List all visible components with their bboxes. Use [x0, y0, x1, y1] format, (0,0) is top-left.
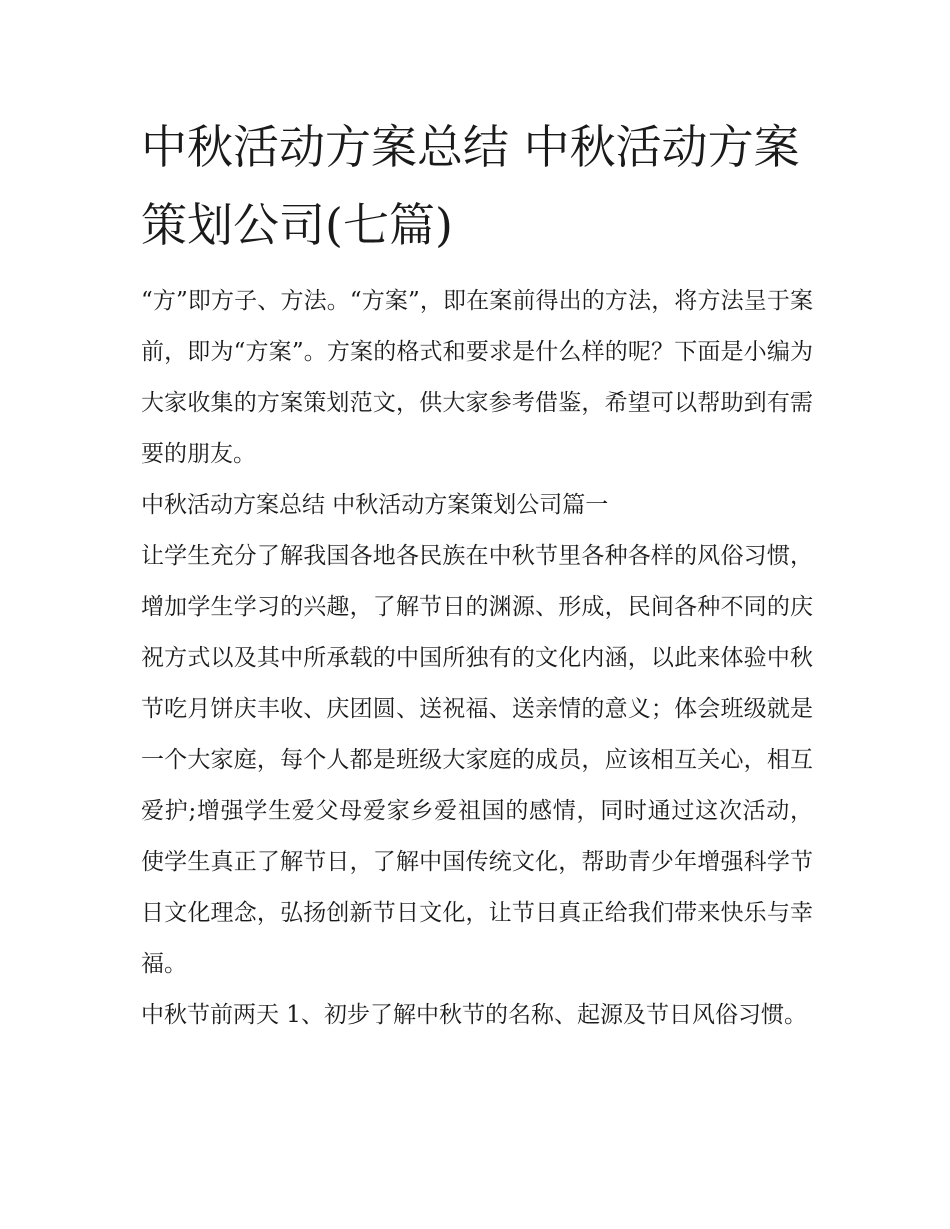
step-paragraph: 中秋节前两天 1、初步了解中秋节的名称、起源及节日风俗习惯。: [141, 1002, 807, 1028]
document-page: [141, 108, 813, 1041]
section-heading: 中秋活动方案总结 中秋活动方案策划公司篇一: [141, 492, 609, 518]
intro-paragraph: “方”即方子、方法。“方案”，即在案前得出的方法，将方法呈于案前，即为“方案”。方案的格式和要求是什么样的呢？下面是小编为大家收集的方案策划范文，供大家参考借鉴，希望可以帮助到有需要的朋友。: [141, 288, 813, 467]
body-paragraph: 让学生充分了解我国各地各民族在中秋节里各种各样的风俗习惯，增加学生学习的兴趣，了解节日的渊源、形成，民间各种不同的庆祝方式以及其中所承载的中国所独有的文化内涵，以此来体验中秋节吃月饼庆丰收、庆团圆、送祝福、送亲情的意义；体会班级就是一个大家庭，每个人都是班级大家庭的成员，应该相互关心，相互爱护;增强学生爱父母爱家乡爱祖国的感情，同时通过这次活动，使学生真正了解节日，了解中国传统文化，帮助青少年增强科学节日文化理念，弘扬创新节日文化，让节日真正给我们带来快乐与幸福。: [141, 543, 813, 977]
document-title: 中秋活动方案总结 中秋活动方案策划公司(七篇): [141, 120, 800, 252]
